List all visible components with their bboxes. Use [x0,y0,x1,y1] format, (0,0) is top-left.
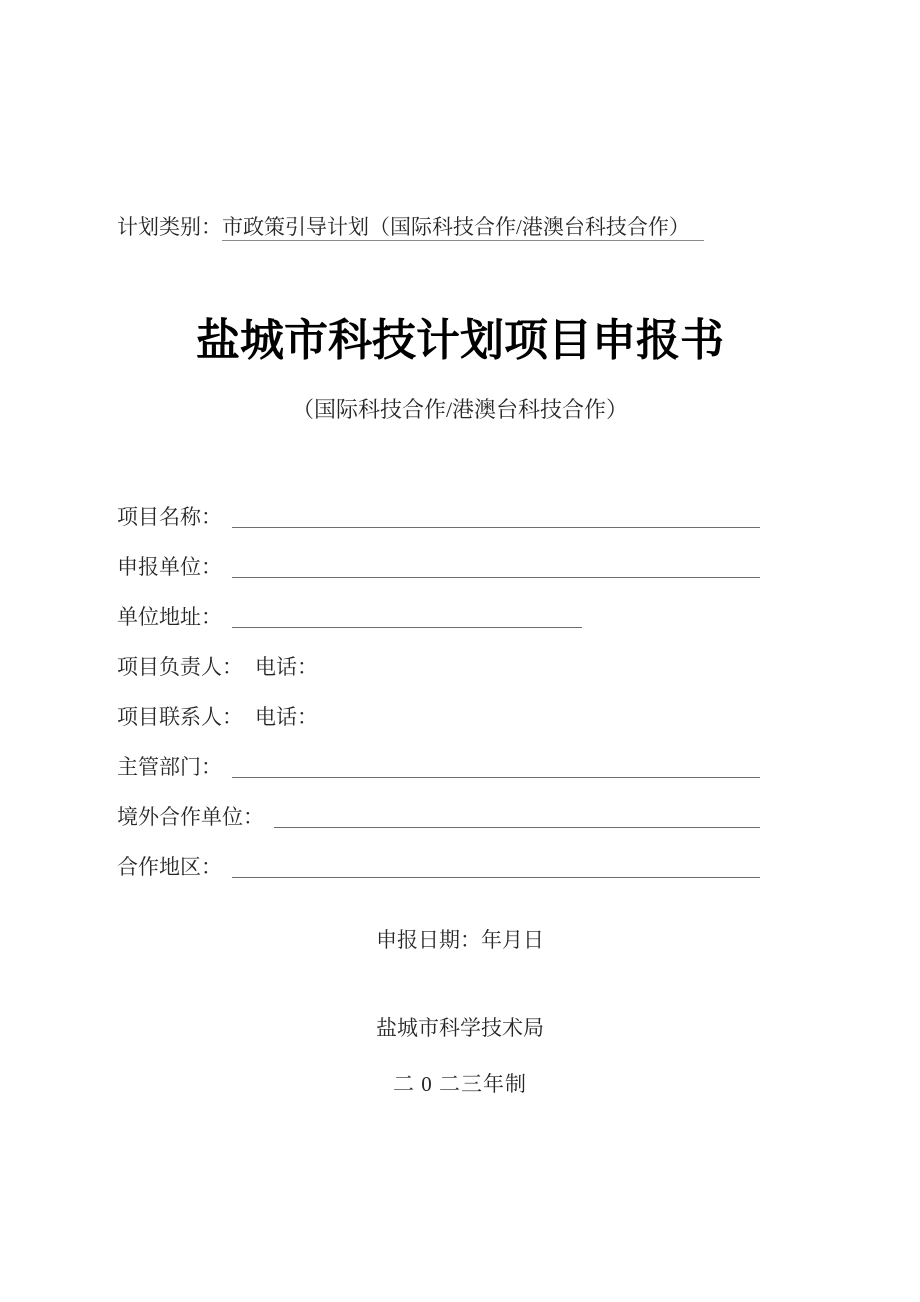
project-name-blank[interactable] [232,506,760,528]
applicant-unit-blank[interactable] [232,556,760,578]
overseas-partner-blank[interactable] [274,806,760,828]
project-contact-phone-label: 电话： [255,705,318,729]
field-row-competent-department [117,753,760,781]
project-contact-label: 项目联系人： [117,705,243,729]
field-row-project-contact [117,703,760,731]
field-row-cooperation-region [117,853,760,881]
project-name-label: 项目名称： [117,505,222,529]
plan-category-value: 市政策引导计划（国际科技合作/港澳台科技合作） [222,215,704,241]
application-date-line: 申报日期：年月日 [376,928,544,952]
project-leader-label: 项目负责人： [117,655,243,679]
issuer-name: 盐城市科学技术局 [376,1016,544,1040]
cooperation-region-label: 合作地区： [117,855,222,879]
plan-category-label: 计划类别： [117,215,222,239]
unit-address-label: 单位地址： [117,605,222,629]
form-fields [117,503,803,881]
competent-department-label: 主管部门： [117,755,222,779]
overseas-partner-label: 境外合作单位： [117,805,264,829]
unit-address-blank[interactable] [232,606,582,628]
field-row-project-name [117,503,760,531]
field-row-project-leader [117,653,760,681]
cooperation-region-blank[interactable] [232,856,760,878]
field-row-applicant-unit [117,553,760,581]
project-leader-phone-label: 电话： [255,655,318,679]
edition-year-line: 二 0 二三年制 [393,1072,527,1096]
plan-category-line [117,213,803,241]
page-subtitle: （国际科技合作/港澳台科技合作） [291,397,629,422]
competent-department-blank[interactable] [232,756,760,778]
applicant-unit-label: 申报单位： [117,555,222,579]
page-title: 盐城市科技计划项目申报书 [196,316,724,365]
field-row-unit-address [117,603,760,631]
field-row-overseas-partner [117,803,760,831]
